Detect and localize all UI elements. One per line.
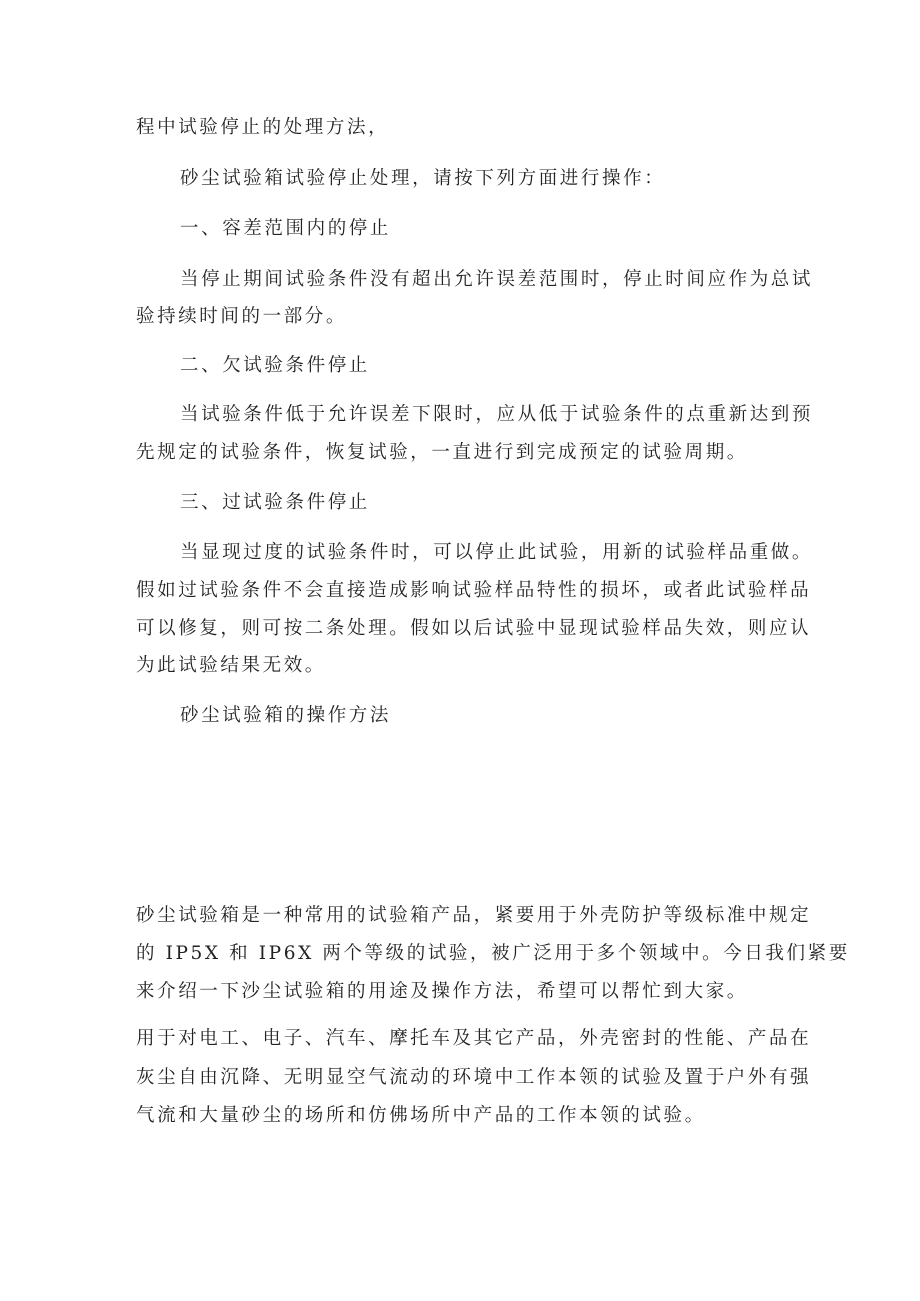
text-line: 当显现过度的试验条件时，可以停止此试验，用新的试验样品重做。 — [180, 542, 814, 563]
text-line: 为此试验结果无效。 — [136, 655, 326, 676]
text-line: 来介绍一下沙尘试验箱的用途及操作方法，希望可以帮忙到大家。 — [136, 981, 748, 1002]
text-line: 先规定的试验条件，恢复试验，一直进行到完成预定的试验周期。 — [136, 442, 748, 463]
section-heading: 一、容差范围内的停止 — [180, 218, 392, 239]
text-line: 砂尘试验箱是一种常用的试验箱产品，紧要用于外壳防护等级标准中规定 — [136, 905, 812, 926]
section-heading: 砂尘试验箱的操作方法 — [180, 705, 392, 726]
text-line: 气流和大量砂尘的场所和仿佛场所中产品的工作本领的试验。 — [136, 1105, 706, 1126]
text-line: 可以修复，则可按二条处理。假如以后试验中显现试验样品失效，则应认 — [136, 618, 812, 639]
text-line: 当试验条件低于允许误差下限时，应从低于试验条件的点重新达到预 — [180, 404, 814, 425]
text-line: 验持续时间的一部分。 — [136, 306, 348, 327]
text-line: 假如过试验条件不会直接造成影响试验样品特性的损坏，或者此试验样品 — [136, 580, 812, 601]
text-line: 的 IP5X 和 IP6X 两个等级的试验，被广泛用于多个领域中。今日我们紧要 — [136, 943, 850, 964]
text-line: 用于对电工、电子、汽车、摩托车及其它产品，外壳密封的性能、产品在 — [136, 1028, 812, 1049]
text-line: 当停止期间试验条件没有超出允许误差范围时，停止时间应作为总试 — [180, 269, 814, 290]
text-line: 灰尘自由沉降、无明显空气流动的环境中工作本领的试验及置于户外有强 — [136, 1067, 812, 1088]
section-heading: 三、过试验条件停止 — [180, 492, 370, 513]
text-line: 砂尘试验箱试验停止处理，请按下列方面进行操作： — [180, 168, 666, 189]
section-heading: 二、欠试验条件停止 — [180, 355, 370, 376]
text-line: 程中试验停止的处理方法， — [136, 117, 390, 138]
